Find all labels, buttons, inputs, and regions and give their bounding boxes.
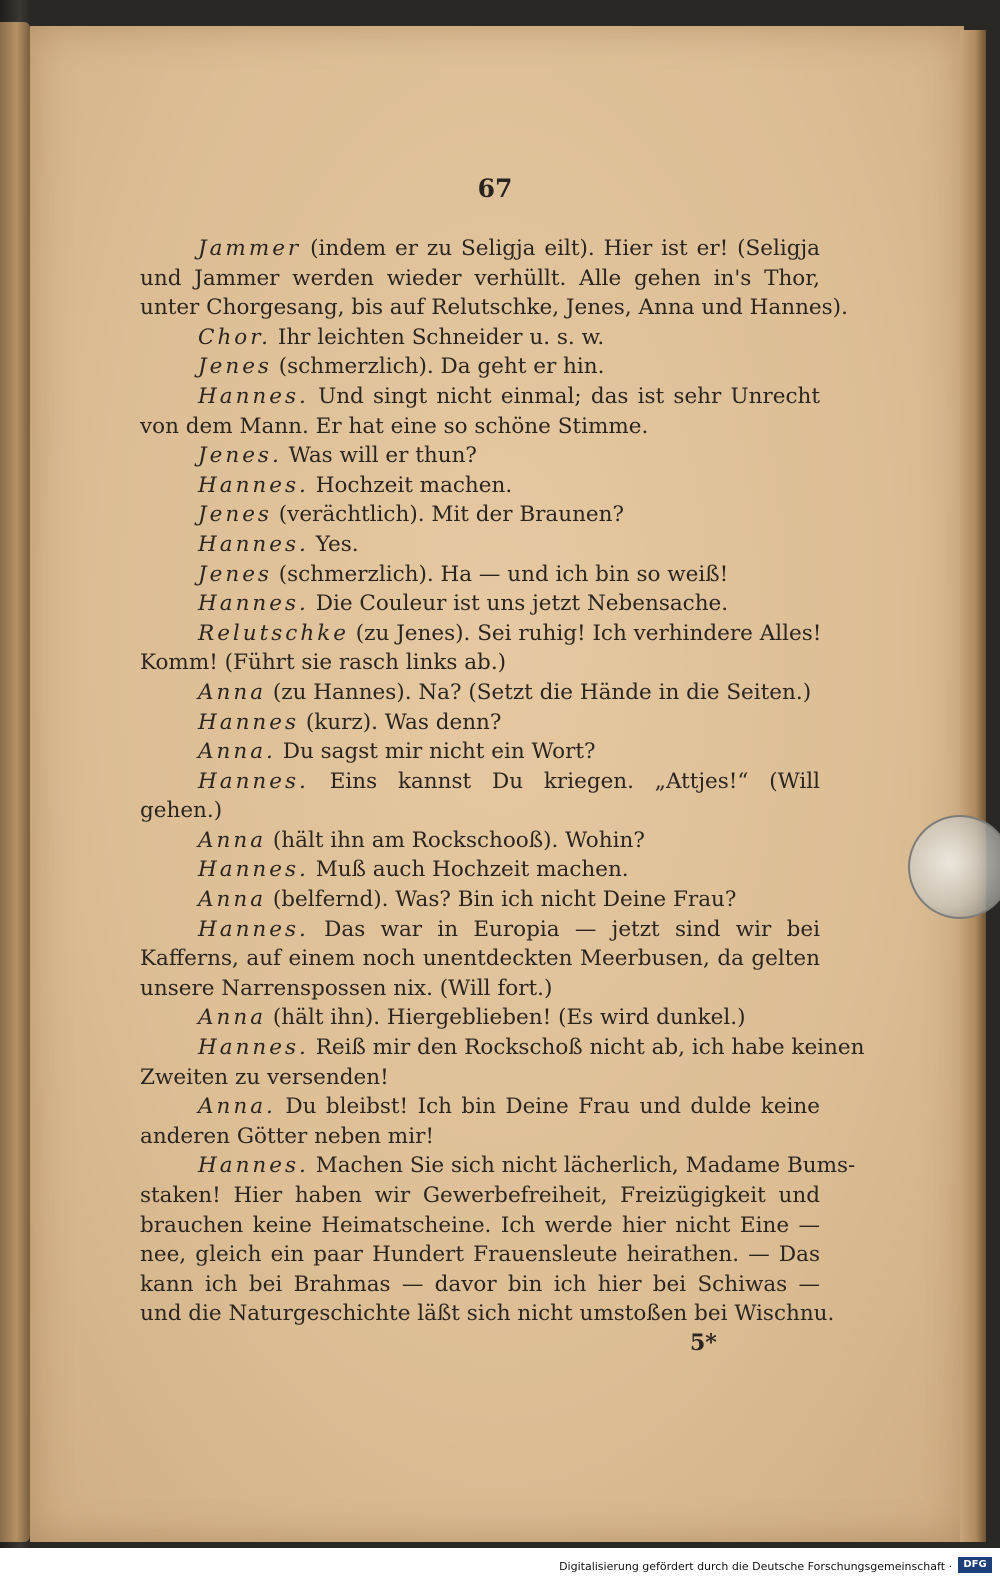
line-text: (zu Hannes). Na? (Setzt die Hände in die Seiten.) [272,679,812,705]
line-text: Was will er thun? [288,443,477,469]
speaker-name: Hannes. [198,472,309,498]
line-text: (hält ihn). Hiergeblieben! (Es wird dunkel.) [272,1005,746,1031]
text-line [140,500,820,530]
text-line [140,1181,820,1211]
text-line [140,944,820,974]
text-line [140,974,820,1004]
text-line [140,1033,865,1063]
text-line [140,441,820,471]
right-page-edge [960,30,986,1542]
line-text: Du sagst mir nicht ein Wort? [282,739,596,765]
text-line [140,234,820,264]
text-line [140,412,820,442]
line-text: nee, gleich ein paar Hundert Frauensleute heirathen. — Das [140,1242,820,1268]
text-line [140,708,820,738]
text-line [140,293,848,323]
text-line [140,1151,856,1181]
text-line [140,1092,820,1122]
line-text: Eins kannst Du kriegen. „Attjes!“ (Will [329,768,820,794]
line-text: Yes. [315,531,359,557]
text-line [140,678,820,708]
text-line [140,1003,820,1033]
text-line [140,885,820,915]
line-text: von dem Mann. Er hat eine so schöne Stimme. [140,413,649,439]
speaker-name: Hannes. [198,383,309,409]
text-line [140,1270,820,1300]
footer-credit: Digitalisierung gefördert durch die Deutsche Forschungsgemeinschaft · [559,1560,952,1573]
speaker-name: Anna [198,827,267,853]
text-line [140,855,820,885]
line-text: (schmerzlich). Da geht er hin. [278,354,605,380]
speaker-name: Anna [198,1005,267,1031]
line-text: brauchen keine Heimatscheine. Ich werde hier nicht Eine — [140,1212,820,1238]
text-line [140,471,820,501]
line-text: Reiß mir den Rockschoß nicht ab, ich habe keinen [315,1035,865,1061]
line-text: Zweiten zu versenden! [140,1064,389,1090]
page-text [140,234,865,1329]
line-text: gehen.) [140,798,223,824]
line-text: Die Couleur ist uns jetzt Nebensache. [315,591,729,617]
text-line [140,589,820,619]
text-line [140,796,820,826]
speaker-name: Jammer [198,236,302,261]
line-text: anderen Götter neben mir! [140,1123,434,1149]
text-line [140,915,820,945]
line-text: Muß auch Hochzeit machen. [315,857,629,883]
speaker-name: Jenes [198,354,272,380]
text-line [140,648,820,678]
text-line [140,737,820,767]
line-text: und die Naturgeschichte läßt sich nicht umstoßen bei Wischnu. [140,1301,835,1327]
speaker-name: Hannes. [198,768,309,794]
line-text: Du bleibst! Ich bin Deine Frau und dulde keine [285,1094,820,1120]
line-text: (zu Jenes). Sei ruhig! Ich verhindere Alles! [355,620,822,646]
text-line [140,382,820,412]
line-text: Das war in Europia — jetzt sind wir bei [324,916,820,942]
speaker-name: Jenes [198,502,272,528]
text-line [140,530,820,560]
text-line [140,323,820,353]
line-text: Und singt nicht einmal; das ist sehr Unrecht [318,383,820,409]
line-text: Komm! (Führt sie rasch links ab.) [140,650,507,676]
speaker-name: Hannes. [198,1153,309,1179]
speaker-name: Anna [198,887,267,913]
text-line [140,352,820,382]
text-line [140,1063,820,1093]
text-line [140,1240,820,1270]
speaker-name: Jenes [198,561,272,587]
speaker-name: Anna [198,679,267,705]
line-text: unter Chorgesang, bis auf Relutschke, Jenes, Anna und Hannes). [140,295,848,321]
speaker-name: Hannes [198,709,300,735]
line-text: staken! Hier haben wir Gewerbefreiheit, Freizügigkeit und [140,1183,820,1208]
signature-mark: 5* [690,1330,717,1356]
line-text: Kafferns, auf einem noch unentdeckten Meerbusen, da gelten [140,946,820,972]
text-line [140,1299,835,1329]
dfg-logo: DFG [958,1557,992,1573]
line-text: und Jammer werden wieder verhüllt. Alle gehen in's Thor, [140,265,820,291]
speaker-name: Chor. [198,324,271,350]
line-text: kann ich bei Brahmas — davor bin ich hier bei Schiwas — [140,1271,820,1297]
speaker-name: Hannes. [198,916,309,942]
speaker-name: Hannes. [198,531,309,557]
line-text: (belfernd). Was? Bin ich nicht Deine Frau? [272,887,737,913]
line-text: (kurz). Was denn? [305,709,502,735]
line-text: unsere Narrenspossen nix. (Will fort.) [140,975,553,1001]
left-page-edge [0,22,30,1542]
speaker-name: Hannes. [198,591,309,617]
text-line [140,767,820,797]
text-line [140,826,820,856]
line-text: (verächtlich). Mit der Braunen? [278,502,625,528]
page-number: 67 [477,174,513,203]
speaker-name: Hannes. [198,1035,309,1061]
line-text: Machen Sie sich nicht lächerlich, Madame Bums- [315,1153,856,1179]
line-text: Ihr leichten Schneider u. s. w. [277,324,605,350]
speaker-name: Jenes. [198,443,282,469]
line-text: (indem er zu Seligja eilt). Hier ist er! (Seligja [310,236,820,261]
speaker-name: Hannes. [198,857,309,883]
text-line [140,1122,820,1152]
line-text: (hält ihn am Rockschooß). Wohin? [272,827,645,853]
line-text: (schmerzlich). Ha — und ich bin so weiß! [278,561,729,587]
line-text: Hochzeit machen. [315,472,513,498]
text-line [140,264,820,294]
text-line [140,560,820,590]
speaker-name: Anna. [198,739,276,765]
text-line [140,619,820,649]
speaker-name: Relutschke [198,620,349,646]
text-line [140,1211,820,1241]
speaker-name: Anna. [198,1094,276,1120]
